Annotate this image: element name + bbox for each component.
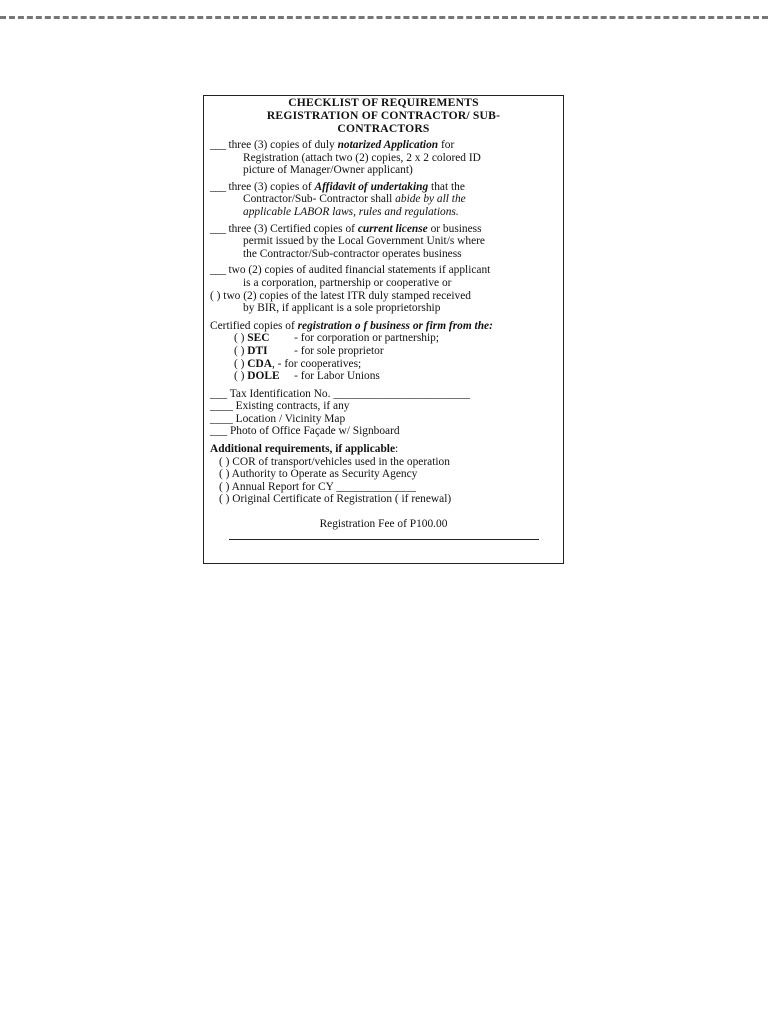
checklist-title: CHECKLIST OF REQUIREMENTS REGISTRATION OF CONTRACTOR/ SUB- CONTRACTORS: [266, 96, 501, 135]
certified-copies-section: Certified copies of registration o f business or firm from the: ( ) SEC - for corporation or partnership; ( ) DTI - for sole proprietor ( ) CDA, - for cooperatives; ( ) DOLE - for Labor Unions: [210, 320, 557, 383]
additional-heading: Additional requirements, if applicable: [210, 443, 396, 456]
item-itr: ( ) two (2) copies of the latest ITR duly stamped received by BIR, if applicant is a sole proprietorship: [210, 289, 471, 315]
list-item: ( ) SEC - for corporation or partnership;: [234, 332, 440, 345]
item-affidavit: ___ three (3) copies of Affidavit of undertaking that the Contractor/Sub- Contractor shall abide by all the applicable LABOR laws, rules and regulations.: [210, 180, 466, 218]
item-current-license: ___ three (3) Certified copies of current license or business permit issued by the Local Government Unit/s where the Contractor/Sub-contractor operates business: [210, 222, 485, 260]
item-notarized-application: ___ three (3) copies of duly notarized Application for Registration (attach two (2) copies, 2 x 2 colored ID picture of Manager/Owner applicant): [210, 139, 481, 177]
list-item: ( ) DOLE - for Labor Unions: [234, 370, 380, 383]
signature-line: [229, 539, 539, 540]
registration-fee: Registration Fee of P100.00: [319, 518, 448, 531]
list-item: ____ Location / Vicinity Map: [210, 412, 346, 425]
list-item: ( ) COR of transport/vehicles used in the operation: [219, 455, 450, 468]
checklist-card: [203, 95, 564, 564]
list-item: ( ) Authority to Operate as Security Agency: [219, 468, 418, 481]
list-item: ( ) DTI - for sole proprietor: [234, 344, 384, 357]
list-item: ____ Existing contracts, if any: [210, 400, 350, 413]
list-item: ___ Tax Identification No. ________________________: [210, 387, 471, 400]
additional-requirements: Additional requirements, if applicable: ( ) COR of transport/vehicles used in the operation ( ) Authority to Operate as Security Agency ( ) Annual Report for CY ______________ ( ) Original Certificate of Registration ( if renewal): [210, 443, 557, 506]
item-financial-statements: ___ two (2) copies of audited financial statements if applicant is a corporation, partnership or cooperative or: [210, 264, 491, 289]
list-item: ( ) Annual Report for CY ______________: [219, 480, 416, 493]
list-item: ( ) CDA, - for cooperatives;: [234, 357, 362, 370]
list-item: ___ Photo of Office Façade w/ Signboard: [210, 425, 400, 438]
page-separator: [0, 16, 768, 19]
misc-requirements: [210, 388, 557, 438]
list-item: ( ) Original Certificate of Registration ( if renewal): [219, 493, 452, 506]
